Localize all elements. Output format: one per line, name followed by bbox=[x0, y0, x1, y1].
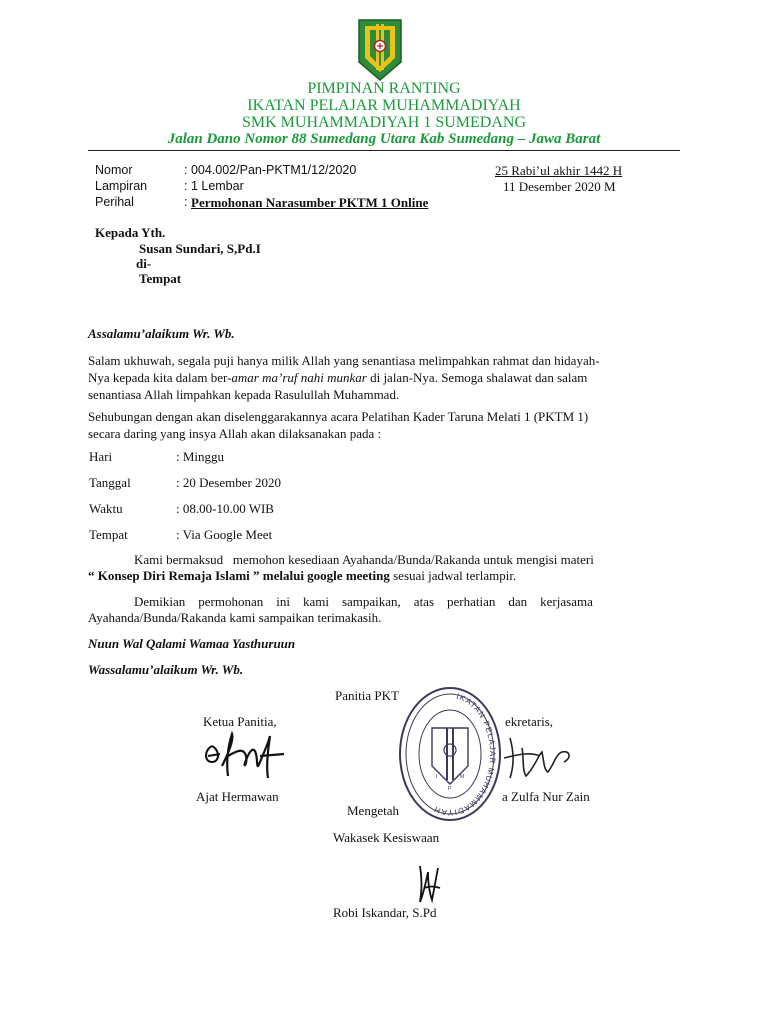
vice-title: Wakasek Kesiswaan bbox=[333, 830, 440, 845]
schedule-label-waktu: Waktu bbox=[89, 501, 123, 516]
salam-close: Wassalamu’alaikum Wr. Wb. bbox=[88, 662, 244, 677]
schedule-value-tempat: : Via Google Meet bbox=[176, 527, 273, 542]
org-address: Jalan Dano Nomor 88 Sumedang Utara Kab Sumedang – Jawa Barat bbox=[167, 131, 601, 147]
schedule-label-tempat: Tempat bbox=[89, 527, 128, 542]
p1-line-3: senantiasa Allah limpahkan kepada Rasulullah Muhammad. bbox=[88, 387, 400, 402]
perihal-label: Perihal bbox=[95, 195, 134, 209]
salam-open: Assalamu’alaikum Wr. Wb. bbox=[88, 326, 235, 341]
schedule-label-hari: Hari bbox=[89, 449, 113, 464]
p1-line-2-a: Nya kepada kita dalam ber- bbox=[88, 370, 232, 385]
closing-phrase: Nuun Wal Qalami Wamaa Yasthuruun bbox=[88, 636, 296, 651]
p1-line-2 bbox=[88, 369, 680, 386]
schedule-value-hari: : Minggu bbox=[176, 449, 225, 464]
date-hijri: 25 Rabi’ul akhir 1442 H bbox=[495, 163, 623, 178]
p4-line-2: Ayahanda/Bunda/Rakanda kami sampaikan terimakasih. bbox=[88, 610, 382, 625]
recipient-place: Tempat bbox=[139, 271, 182, 286]
p3-rest: sesuai jadwal terlampir. bbox=[389, 568, 517, 583]
secretary-name: a Zulfa Nur Zain bbox=[502, 789, 590, 804]
secretary-signature bbox=[500, 728, 580, 784]
svg-text:I: I bbox=[436, 774, 438, 780]
svg-text:M: M bbox=[460, 774, 465, 780]
ipm-stamp bbox=[398, 686, 502, 822]
recipient-greeting: Kepada Yth. bbox=[95, 225, 166, 240]
committee-label: Panitia PKT bbox=[335, 688, 399, 703]
p3-line-2 bbox=[88, 568, 516, 584]
org-line-2: IKATAN PELAJAR MUHAMMADIYAH bbox=[247, 97, 521, 114]
secretary-title: ekretaris, bbox=[505, 714, 554, 729]
schedule-value-tanggal: : 20 Desember 2020 bbox=[176, 475, 282, 490]
schedule-label-tanggal: Tanggal bbox=[89, 475, 131, 490]
p3-bold: “ Konsep Diri Remaja Islami ” melalui google meeting bbox=[88, 568, 390, 583]
approval-label: Mengetah bbox=[347, 803, 399, 818]
org-line-3: SMK MUHAMMADIYAH 1 SUMEDANG bbox=[241, 114, 527, 131]
paragraph-2 bbox=[88, 408, 680, 442]
perihal-value: Permohonan Narasumber PKTM 1 Online bbox=[191, 195, 429, 210]
header-rule bbox=[88, 150, 680, 151]
p1-line-1: Salam ukhuwah, segala puji hanya milik Allah yang senantiasa melimpahkan rahmat dan hidayah- bbox=[88, 353, 600, 368]
svg-text:IKATAN PELAJAR MUHAMMADIYAH: IKATAN PELAJAR MUHAMMADIYAH bbox=[432, 691, 497, 818]
vice-signature bbox=[414, 862, 444, 904]
perihal-colon: : bbox=[184, 195, 188, 209]
svg-text:P: P bbox=[448, 786, 452, 792]
recipient-di: di- bbox=[136, 256, 152, 271]
org-line-1: PIMPINAN RANTING bbox=[307, 80, 461, 97]
nomor-label: Nomor bbox=[95, 163, 133, 177]
ipm-logo bbox=[357, 18, 403, 82]
paragraph-1 bbox=[88, 352, 680, 403]
lampiran-label: Lampiran bbox=[95, 179, 148, 193]
chair-title: Ketua Panitia, bbox=[203, 714, 277, 729]
date-masehi: 11 Desember 2020 M bbox=[503, 179, 616, 194]
p4-line-1: Demikian permohonan ini kami sampaikan, atas perhatian dan kerjasama bbox=[134, 594, 593, 609]
lampiran-value: : 1 Lembar bbox=[184, 179, 244, 193]
schedule-value-waktu: : 08.00-10.00 WIB bbox=[176, 501, 274, 516]
p1-line-2-italic: amar ma’ruf nahi munkar bbox=[231, 370, 367, 385]
p3-line-1: Kami bermaksud memohon kesediaan Ayahanda/Bunda/Rakanda untuk mengisi materi bbox=[134, 552, 594, 567]
p1-line-2-b: di jalan-Nya. Semoga shalawat dan salam bbox=[366, 370, 588, 385]
nomor-value: : 004.002/Pan-PKTM1/12/2020 bbox=[184, 163, 357, 177]
vice-name: Robi Iskandar, S.Pd bbox=[333, 905, 437, 920]
chair-name: Ajat Hermawan bbox=[196, 789, 279, 804]
p2-line-2: secara daring yang insya Allah akan dilaksanakan pada : bbox=[88, 426, 382, 441]
p2-line-1: Sehubungan dengan akan diselenggarakannya acara Pelatihan Kader Taruna Melati 1 (PKTM 1) bbox=[88, 409, 589, 424]
chair-signature bbox=[198, 726, 288, 786]
recipient-name: Susan Sundari, S,Pd.I bbox=[139, 241, 261, 256]
